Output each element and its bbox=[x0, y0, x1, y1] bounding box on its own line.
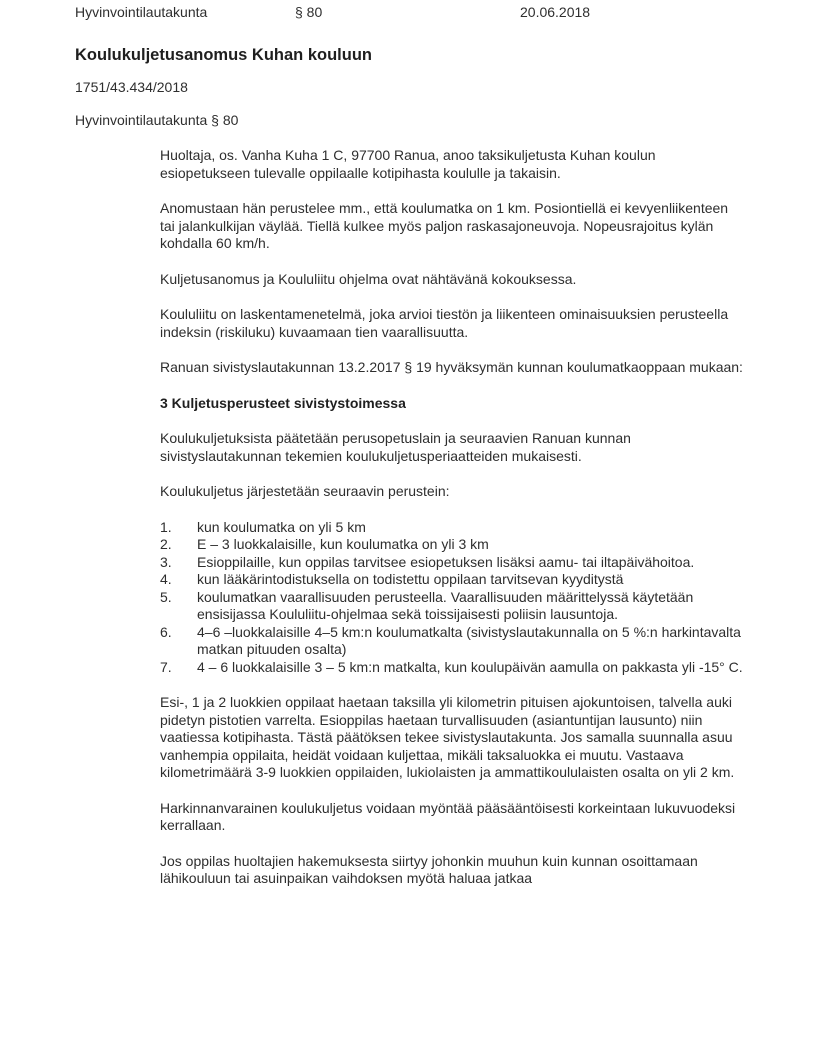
criteria-item-4: kun lääkärintodistuksella on todistettu oppilaan tarvitsevan kyyditystä bbox=[197, 571, 624, 587]
section-mark: § 80 bbox=[295, 4, 323, 20]
rules-section-heading: 3 Kuljetusperusteet sivistystoimessa bbox=[160, 394, 406, 411]
criteria-item-1: kun koulumatka on yli 5 km bbox=[197, 518, 366, 535]
paragraph-intro-3: Kuljetusanomus ja Koululiitu ohjelma ovat nähtävänä kokouksessa. bbox=[160, 270, 577, 287]
criteria-item-3: Esioppilaille, kun oppilas tarvitsee esiopetuksen lisäksi aamu- tai iltapäivähoitoa. bbox=[197, 553, 695, 570]
criteria-item-2: E – 3 luokkalaisille, kun koulumatka on yli 3 km bbox=[197, 536, 489, 552]
paragraph-intro-4: Koululiitu on laskentamenetelmä, joka arvioi tiestön ja liikenteen ominaisuuksien perusteella indeksin (riskiluku) kuvaamaan tien vaarallisuutta. bbox=[160, 306, 729, 340]
paragraph-rules-2: Koulukuljetus järjestetään seuraavin perustein: bbox=[160, 483, 450, 499]
paragraph-intro-5: Ranuan sivistyslautakunnan 13.2.2017 § 19 hyväksymän kunnan koulumatkaoppaan mukaan: bbox=[160, 359, 743, 375]
criteria-list bbox=[160, 519, 746, 677]
criteria-item-5: koulumatkan vaarallisuuden perusteella. Vaarallisuuden määrittelyssä käytetään ensisijassa Koululiitu-ohjelmaa sekä toissijaisesti poliisin lausuntoja. bbox=[197, 588, 694, 622]
paragraph-intro-1: Huoltaja, os. Vanha Kuha 1 C, 97700 Ranua, anoo taksikuljetusta Kuhan koulun esiopetukseen tulevalle oppilaalle kotipihasta koululle ja takaisin. bbox=[160, 147, 656, 181]
criteria-item-7: 4 – 6 luokkalaisille 3 – 5 km:n matkalta, kun koulupäivän aamulla on pakkasta yli -15° C. bbox=[197, 658, 743, 675]
document-body bbox=[160, 147, 746, 906]
paragraph-closing-3: Jos oppilas huoltajien hakemuksesta siirtyy johonkin muuhun kuin kunnan osoittamaan lähikouluun tai asuinpaikan vaihdoksen myötä haluaa jatkaa bbox=[160, 852, 698, 886]
page-header bbox=[0, 4, 816, 22]
paragraph-intro-2: Anomustaan hän perustelee mm., että koulumatka on 1 km. Posiontiellä ei kevyenliikenteen tai jalankulkijan väylää. Tiellä kulkee myös paljon raskasajoneuvoja. Nopeusrajoitus kylän kohdalla 60 km/h. bbox=[160, 200, 729, 251]
committee-subheading: Hyvinvointilautakunta § 80 bbox=[75, 112, 239, 128]
paragraph-closing-2: Harkinnanvarainen koulukuljetus voidaan myöntää pääsääntöisesti korkeintaan lukuvuodeksi kerrallaan. bbox=[160, 799, 736, 833]
case-number: 1751/43.434/2018 bbox=[75, 79, 188, 95]
criteria-item-6: 4–6 –luokkalaisille 4–5 km:n koulumatkalta (sivistyslautakunnalla on 5 %:n harkintavalta matkan pituuden osalta) bbox=[197, 623, 741, 657]
paragraph-closing-1: Esi-, 1 ja 2 luokkien oppilaat haetaan taksilla yli kilometrin pituisen ajokuntoisen, talvella auki pidetyn pistotien varrelta. Esioppilas haetaan turvallisuuden (asiantuntijan lausunto) niin vaatiessa kotipihasta. Tästä päätöksen tekee sivistyslautakunta. Jos samalla suunnalla asuu vanhempia oppilaita, heidät voidaan kuljettaa, mikäli taksaluokka ei muutu. Vastaava kilometrimäärä 3-9 luokkien oppilaiden, lukiolaisten ja ammattikoululaisten osalta on yli 2 km. bbox=[160, 694, 735, 780]
paragraph-rules-1: Koulukuljetuksista päätetään perusopetuslain ja seuraavien Ranuan kunnan sivistyslautakunnan tekemien koulukuljetusperiaatteiden mukaisesti. bbox=[160, 430, 631, 464]
committee-name: Hyvinvointilautakunta bbox=[75, 4, 208, 20]
meeting-date: 20.06.2018 bbox=[520, 4, 591, 20]
document-title: Koulukuljetusanomus Kuhan kouluun bbox=[75, 46, 372, 65]
